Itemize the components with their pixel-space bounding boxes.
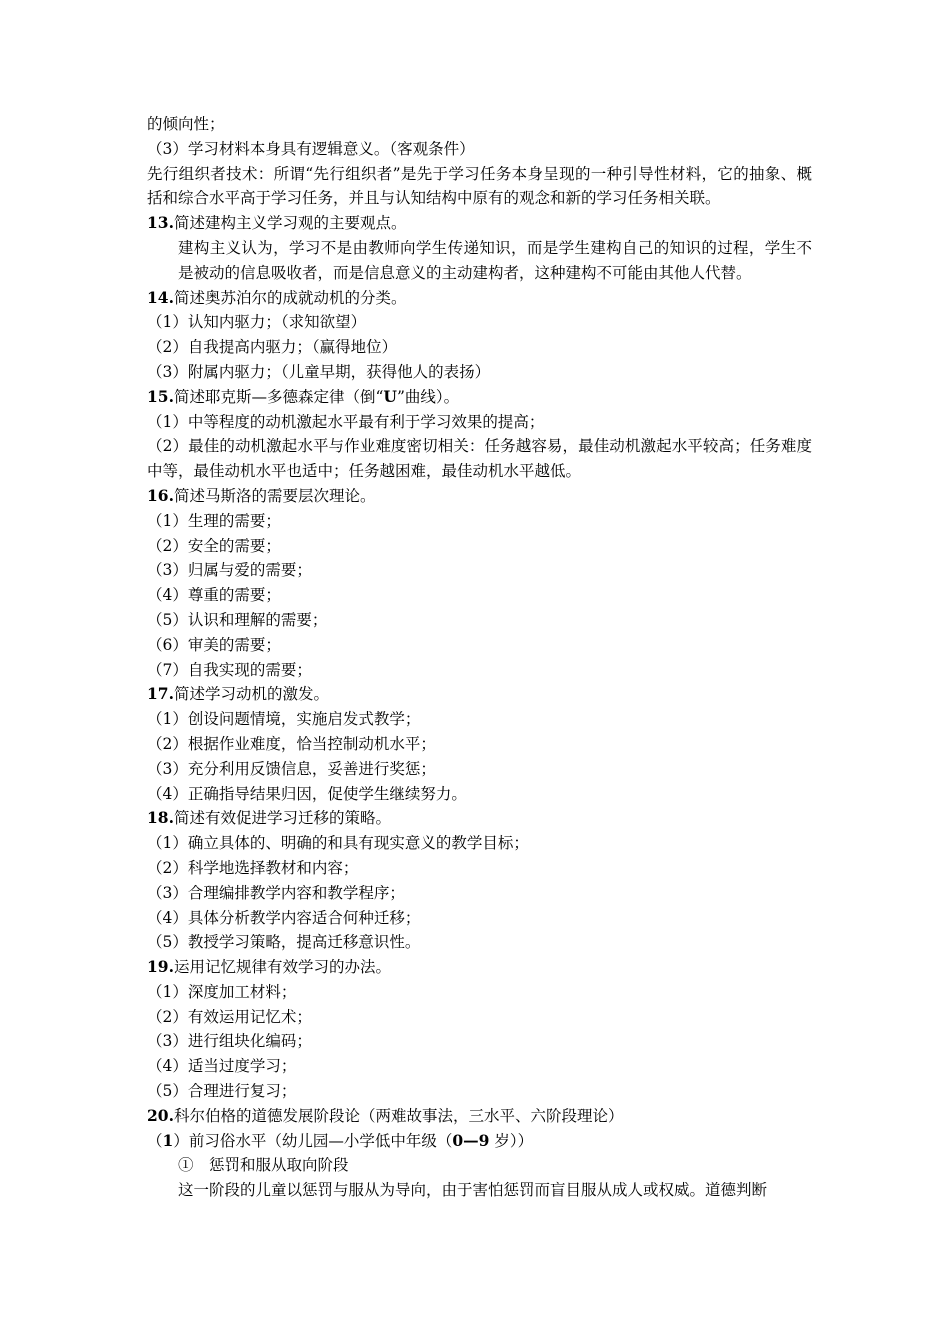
text-line: 的倾向性； [147, 115, 225, 133]
list-item: （2）自我提高内驱力；（赢得地位） [147, 338, 398, 357]
question-text: 简述有效促进学习迁移的策略。 [173, 809, 391, 828]
level-age-range: 0—9 [452, 1130, 490, 1150]
list-item: （3）进行组块化编码； [147, 1032, 312, 1051]
level-heading [147, 1129, 812, 1154]
list-item: （2）有效运用记忆术； [147, 1007, 312, 1026]
question-text: 简述马斯洛的需要层次理论。 [173, 486, 376, 505]
document-page [147, 112, 812, 1203]
list-item: （5）认识和理解的需要； [147, 610, 328, 629]
list-item: （3）归属与爱的需要； [147, 561, 312, 580]
level-prefix: （ [147, 1131, 163, 1150]
paragraph: 这一阶段的儿童以惩罚与服从为导向，由于害怕惩罚而盲目服从成人或权威。道德判断 [178, 1181, 768, 1200]
list-item: （2）科学地选择教材和内容； [147, 858, 359, 877]
paragraph: 先行组织者技术：所谓“先行组织者”是先于学习任务本身呈现的一种引导性材料，它的抽象、概括和综合水平高于学习任务，并且与认知结构中原有的观念和新的学习任务相关联。 [147, 164, 812, 208]
list-item: （1）深度加工材料； [147, 982, 297, 1001]
level-number: 1 [162, 1130, 174, 1150]
question-heading [147, 682, 812, 707]
list-item: （4）尊重的需要； [147, 586, 281, 605]
list-item: （2）安全的需要； [147, 536, 281, 555]
question-number: 18. [147, 808, 174, 828]
paragraph: 建构主义认为，学习不是由教师向学生传递知识，而是学生建构自己的知识的过程，学生不是被动的信息吸收者，而是信息意义的主动建构者，这种建构不可能由其他人代替。 [178, 238, 812, 282]
question-text-tail: ”曲线）。 [396, 387, 460, 406]
question-text: 简述奥苏泊尔的成就动机的分类。 [173, 288, 407, 307]
question-heading [147, 286, 812, 311]
question-text: 简述学习动机的激发。 [173, 685, 329, 704]
question-number: 15. [147, 386, 174, 406]
stage-heading: ① 惩罚和服从取向阶段 [178, 1156, 349, 1175]
list-item: （4）适当过度学习； [147, 1057, 297, 1076]
list-item: （4）正确指导结果归因，促使学生继续努力。 [147, 784, 467, 803]
list-item: （3）合理编排教学内容和教学程序； [147, 883, 405, 902]
question-number: 16. [147, 485, 174, 505]
question-heading [147, 955, 812, 980]
question-heading [147, 211, 812, 236]
question-text: 科尔伯格的道德发展阶段论（两难故事法，三水平、六阶段理论） [173, 1106, 624, 1125]
question-text: 简述建构主义学习观的主要观点。 [173, 214, 407, 233]
question-text: 简述耶克斯—多德森定律（倒“ [173, 387, 384, 406]
list-item: （6）审美的需要； [147, 635, 281, 654]
list-item: （1）中等程度的动机激起水平最有利于学习效果的提高； [147, 412, 545, 431]
list-item: （1）确立具体的、明确的和具有现实意义的教学目标； [147, 834, 529, 853]
question-heading [147, 385, 812, 410]
list-item: （1）生理的需要； [147, 511, 281, 530]
list-item: （5）合理进行复习； [147, 1082, 297, 1101]
level-text-tail: 岁）） [489, 1131, 534, 1150]
list-item: （1）认知内驱力；（求知欲望） [147, 313, 367, 332]
level-text: ）前习俗水平（幼儿园—小学低中年级（ [173, 1131, 453, 1150]
list-item: （2）最佳的动机激起水平与作业难度密切相关：任务越容易，最佳动机激起水平较高；任务难度中等，最佳动机水平也适中；任务越困难，最佳动机水平越低。 [147, 437, 812, 481]
list-item: （7）自我实现的需要； [147, 660, 312, 679]
question-text-bold: U [383, 386, 397, 406]
question-number: 19. [147, 957, 174, 977]
question-number: 14. [147, 287, 174, 307]
question-number: 20. [147, 1105, 174, 1125]
question-heading [147, 484, 812, 509]
list-item: （2）根据作业难度，恰当控制动机水平； [147, 734, 436, 753]
list-item: （4）具体分析教学内容适合何种迁移； [147, 908, 421, 927]
list-item: （3）附属内驱力；（儿童早期，获得他人的表扬） [147, 362, 491, 381]
list-item: （1）创设问题情境，实施启发式教学； [147, 710, 421, 729]
question-text: 运用记忆规律有效学习的办法。 [173, 958, 391, 977]
question-number: 13. [147, 213, 174, 233]
list-item: （3）学习材料本身具有逻辑意义。（客观条件） [147, 139, 475, 158]
question-heading [147, 1104, 812, 1129]
question-number: 17. [147, 684, 174, 704]
question-heading [147, 806, 812, 831]
list-item: （3）充分利用反馈信息，妥善进行奖惩； [147, 759, 436, 778]
list-item: （5）教授学习策略，提高迁移意识性。 [147, 933, 421, 952]
